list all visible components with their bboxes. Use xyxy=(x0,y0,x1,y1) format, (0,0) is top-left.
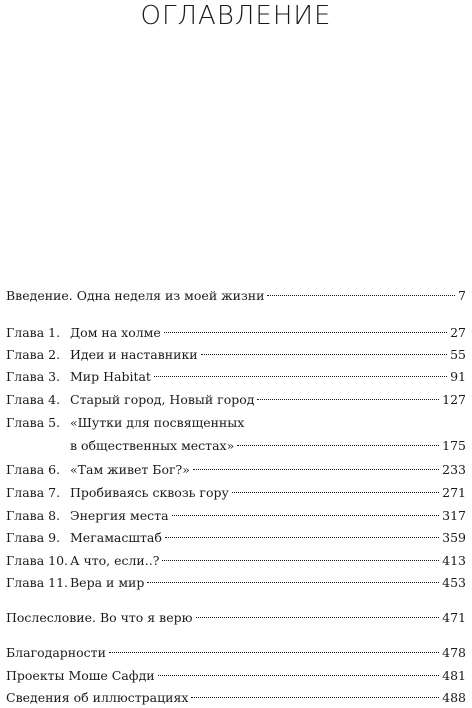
entry-title: Благодарности xyxy=(6,645,106,660)
chapter-number: Глава 3. xyxy=(6,369,61,384)
page-number: 478 xyxy=(442,645,466,660)
chapter-number: Глава 9. xyxy=(6,530,61,545)
toc-entry-chapter-10[interactable] xyxy=(6,551,466,571)
entry-title: Идеи и наставники xyxy=(70,347,198,362)
dot-leader xyxy=(193,469,439,470)
page-number: 55 xyxy=(450,347,466,362)
entry-title: Введение. Одна неделя из моей жизни xyxy=(6,288,265,303)
page-number: 233 xyxy=(442,462,466,477)
entry-title: Энергия места xyxy=(70,508,169,523)
entry-title: Старый город, Новый город xyxy=(70,392,255,407)
toc-entry-illustrations[interactable] xyxy=(6,688,466,708)
dot-leader xyxy=(267,295,455,296)
entry-title: Послесловие. Во что я верю xyxy=(6,610,193,625)
dot-leader xyxy=(154,376,447,377)
dot-leader xyxy=(165,537,439,538)
page-number: 175 xyxy=(442,438,466,453)
chapter-number: Глава 8. xyxy=(6,508,61,523)
entry-title: Мир Habitat xyxy=(70,369,151,384)
chapter-number: Глава 6. xyxy=(6,462,61,477)
dot-leader xyxy=(257,399,439,400)
page-number: 27 xyxy=(450,325,466,340)
chapter-number: Глава 2. xyxy=(6,347,61,362)
page-number: 271 xyxy=(442,485,466,500)
page-number: 91 xyxy=(450,369,466,384)
page-number: 413 xyxy=(442,553,466,568)
page-number: 488 xyxy=(442,690,466,705)
entry-title-continued: в общественных местах» xyxy=(70,438,235,453)
toc-entry-chapter-4[interactable] xyxy=(6,390,466,410)
chapter-number: Глава 1. xyxy=(6,325,61,340)
page-number: 127 xyxy=(442,392,466,407)
page-number: 471 xyxy=(442,610,466,625)
dot-leader xyxy=(172,515,440,516)
entry-title: Вера и мир xyxy=(70,575,145,590)
toc-entry-acknowledgements[interactable] xyxy=(6,643,466,663)
toc-entry-projects[interactable] xyxy=(6,666,466,686)
toc-entry-intro[interactable] xyxy=(6,286,466,306)
page-number: 359 xyxy=(442,530,466,545)
page-title: ОГЛАВЛЕНИЕ xyxy=(140,1,332,31)
dot-leader xyxy=(191,697,439,698)
toc-entry-chapter-3[interactable] xyxy=(6,367,466,387)
toc-entry-chapter-9[interactable] xyxy=(6,528,466,548)
chapter-number: Глава 7. xyxy=(6,485,61,500)
dot-leader xyxy=(201,354,447,355)
page-number: 7 xyxy=(458,288,466,303)
entry-title: «Там живет Бог?» xyxy=(70,462,190,477)
entry-title: Проекты Моше Сафди xyxy=(6,668,155,683)
dot-leader xyxy=(162,560,439,561)
entry-title: Пробиваясь сквозь гору xyxy=(70,485,229,500)
toc-entry-chapter-11[interactable] xyxy=(6,573,466,593)
toc-entry-chapter-5-continued[interactable] xyxy=(6,436,466,456)
dot-leader xyxy=(147,582,439,583)
toc-entry-afterword[interactable] xyxy=(6,608,466,628)
toc-entry-chapter-6[interactable] xyxy=(6,460,466,480)
dot-leader xyxy=(164,332,447,333)
dot-leader xyxy=(109,652,439,653)
chapter-number: Глава 4. xyxy=(6,392,61,407)
dot-leader xyxy=(237,445,439,446)
page-number: 317 xyxy=(442,508,466,523)
entry-title: Дом на холме xyxy=(70,325,161,340)
toc-entry-chapter-1[interactable] xyxy=(6,323,466,343)
chapter-number: Глава 11. xyxy=(6,575,69,590)
chapter-number: Глава 10. xyxy=(6,553,69,568)
dot-leader xyxy=(158,675,440,676)
entry-title: Сведения об иллюстрациях xyxy=(6,690,189,705)
dot-leader xyxy=(196,617,440,618)
toc-entry-chapter-2[interactable] xyxy=(6,345,466,365)
entry-title: «Шутки для посвященных xyxy=(70,415,245,430)
entry-title: Мегамасштаб xyxy=(70,530,162,545)
toc-entry-chapter-7[interactable] xyxy=(6,483,466,503)
entry-title: А что, если..? xyxy=(70,553,160,568)
toc-entry-chapter-8[interactable] xyxy=(6,506,466,526)
page-number: 481 xyxy=(442,668,466,683)
page-number: 453 xyxy=(442,575,466,590)
toc-entry-chapter-5[interactable] xyxy=(6,413,466,433)
dot-leader xyxy=(232,492,439,493)
chapter-number: Глава 5. xyxy=(6,415,61,430)
